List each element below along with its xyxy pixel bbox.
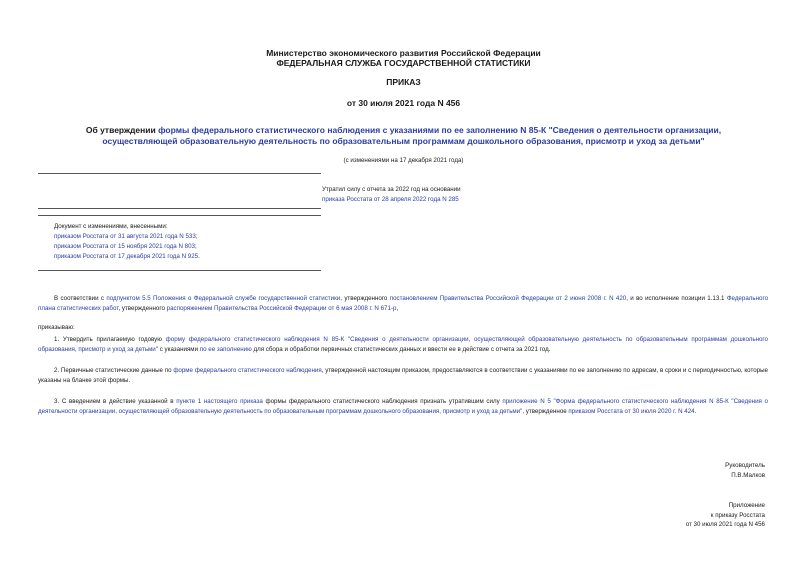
lost-force-text: Утратил силу с отчета за 2022 год на основании [322,186,461,193]
paragraph-item-2: 2. Первичные статистические данные по форме федерального статистического наблюдения, утвержденной настоящим приказом, предоставляются в соответствии с указаниями по ее заполнению по адресам, в сроки и с периодичностью, которые указаны на бланке этой формы. [38,367,768,384]
title-prefix: Об утверждении [85,125,159,135]
amendment-link[interactable]: приказом Росстата от 31 августа 2021 года N 533 [54,233,196,240]
lost-force-note [322,185,461,205]
service-name: ФЕДЕРАЛЬНАЯ СЛУЖБА ГОСУДАРСТВЕННОЙ СТАТИСТИКИ [276,58,531,68]
divider [38,208,321,209]
signature-block [725,461,765,480]
title-link[interactable]: формы федерального статистического наблюдения с указаниями по ее заполнению N 85-К "Сведения о деятельности организации, осуществляющей образовательную деятельность по образовательным программам дошкольного образования, присмотр и уход за детьми" [102,125,722,146]
divider [38,270,321,271]
list-item: приказом Росстата от 31 августа 2021 года N 533; [54,233,198,240]
ministry-name: Министерство экономического развития Российской Федерации [266,48,541,58]
item-1-link[interactable]: пункте 1 настоящего приказа [176,398,263,405]
preamble-link-4[interactable]: распоряжением Правительства Российской Федерации от 6 мая 2008 г. N 671-р [166,304,397,312]
doc-title [60,125,747,147]
order-424-link[interactable]: приказом Росстата от 30 июля 2020 г. N 424 [568,407,695,415]
document-header [0,48,807,68]
list-item: приказом Росстата от 15 ноября 2021 года N 803; [54,243,197,250]
form-link[interactable]: форме федерального статистического наблюдения [173,367,322,374]
paragraph-item-3: 3. С введением в действие указанной в пункте 1 настоящего приказа формы федерального статистического наблюдения признать утратившим силу приложение N 5 "Форма федерального статистического наблюдения N 85-К "Сведения о деятельности организации, осуществляющей образовательную деятельность по образовательным программам дошкольного образования, присмотр и уход за детьми", утвержденное приказом Росстата от 30 июля 2020 г. N 424. [38,398,768,415]
paragraph-item-1: 1. Утвердить прилагаемую годовую форму федерального статистического наблюдения N 85-К "Сведения о деятельности организации, осуществляющей образовательную деятельность по образовательным программам дошкольного образования, присмотр и уход за детьми" с указаниями по ее заполнению для сбора и обработки первичных статистических данных и ввести ее в действие с отчета за 2021 год. [38,336,768,353]
divider [38,173,321,174]
form-link[interactable]: форму федерального статистического наблюдения N 85-К "Сведения о деятельности организации, осуществляющей образовательную деятельность по образовательным программам дошкольного образования, присмотр и уход за детьми" [38,336,768,353]
appendix-ref: к приказу Росстата [710,511,765,519]
lost-force-link[interactable]: приказа Росстата от 28 апреля 2022 года N 285 [322,196,459,203]
amendments-list [54,222,200,262]
appendix-block [686,501,765,530]
appendix-date: от 30 июля 2021 года N 456 [685,521,765,528]
annex-5-link[interactable]: приложение N 5 "Форма федерального статистического наблюдения N 85-К "Сведения о деятельности организации, осуществляющей образовательную деятельность по образовательным программам дошкольного образования, присмотр и уход за детьми" [38,398,768,415]
appendix-title: Приложение [728,502,765,509]
signature-position: Руководитель [725,462,765,469]
amendments-heading: Документ с изменениями, внесенными: [54,223,168,230]
doc-date: от 30 июля 2021 года N 456 [346,98,461,108]
amendment-link[interactable]: приказом Росстата от 17 декабря 2021 года N 925 [54,253,199,260]
list-item: приказом Росстата от 17 декабря 2021 года N 925. [54,253,200,260]
doc-type: ПРИКАЗ [386,77,421,87]
amendment-link[interactable]: приказом Росстата от 15 ноября 2021 года N 803 [54,243,195,250]
preamble-link-2[interactable]: постановлением Правительства Российской Федерации от 2 июня 2008 г. N 420 [389,295,627,302]
preamble-link-3[interactable]: Федерального плана статистических работ [38,295,769,312]
changes-note: (с изменениями на 17 декабря 2021 года) [343,157,464,164]
preamble-link-1[interactable]: подпунктом 5.5 Положения о Федеральной службе государственной статистики [106,295,341,302]
paragraph-preamble: В соответствии с подпунктом 5.5 Положения о Федеральной службе государственной статистики, утвержденного постановлением Правительства Российской Федерации от 2 июня 2008 г. N 420, и во исполнение позиции 1.13.1 Федерального плана статистических работ, утвержденного распоряжением Правительства Российской Федерации от 6 мая 2008 г. N 671-р, [38,295,769,312]
orders-word: приказываю: [38,324,75,331]
signature-name: П.В.Малков [731,471,765,479]
instructions-link[interactable]: по ее заполнению [199,345,252,353]
divider [38,215,321,216]
